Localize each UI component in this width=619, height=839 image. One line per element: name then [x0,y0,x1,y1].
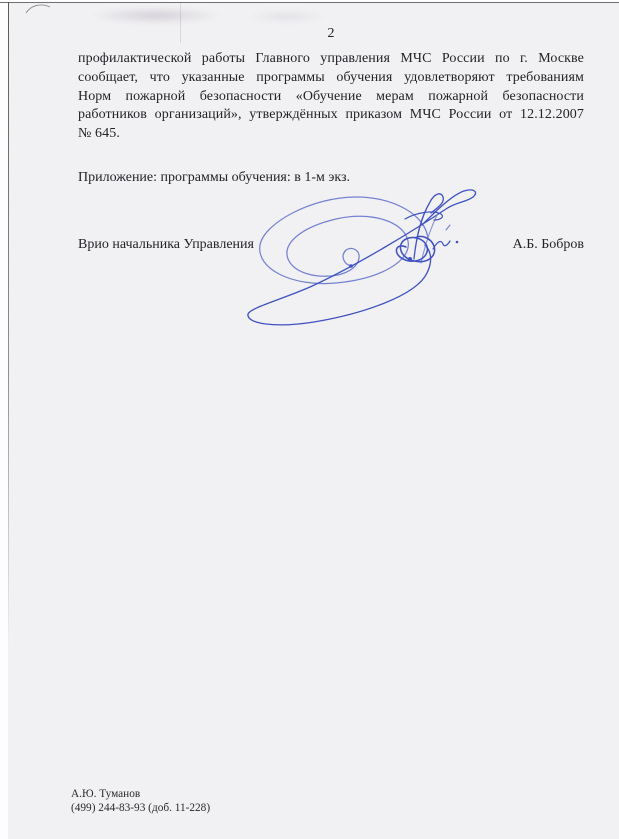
bleed-through-smudge [92,7,220,24]
scan-edge-top-line [0,2,619,3]
body-line: № 645. [78,126,120,142]
body-line: сообщает, что указанные программы обучения удовлетворяют требованиям [78,69,584,85]
scan-artifact-hook [24,2,54,16]
handwritten-signature-ink [238,181,510,329]
body-line: профилактической работы Главного управления МЧС России по г. Москве [78,51,584,66]
signer-name: А.Б. Бобров [512,237,584,252]
signer-title: Врио начальника Управления [78,237,254,252]
body-line: Норм пожарной безопасности «Обучение мерам пожарной безопасности [78,88,584,104]
body-paragraph [78,50,584,144]
body-line: работников организаций», утверждённых приказом МЧС России от 12.12.2007 [78,107,584,123]
scan-edge-left-line [8,2,9,682]
page-number: 2 [327,26,335,41]
attachment-note: Приложение: программы обучения: в 1-м экз. [78,170,351,185]
bleed-through-smudge [248,10,326,23]
executor-name: А.Ю. Туманов [71,788,141,800]
executor-phone: (499) 244-83-93 (доб. 11-228) [71,801,211,814]
executor-footer [71,788,210,815]
scan-margin-strip [0,0,8,839]
